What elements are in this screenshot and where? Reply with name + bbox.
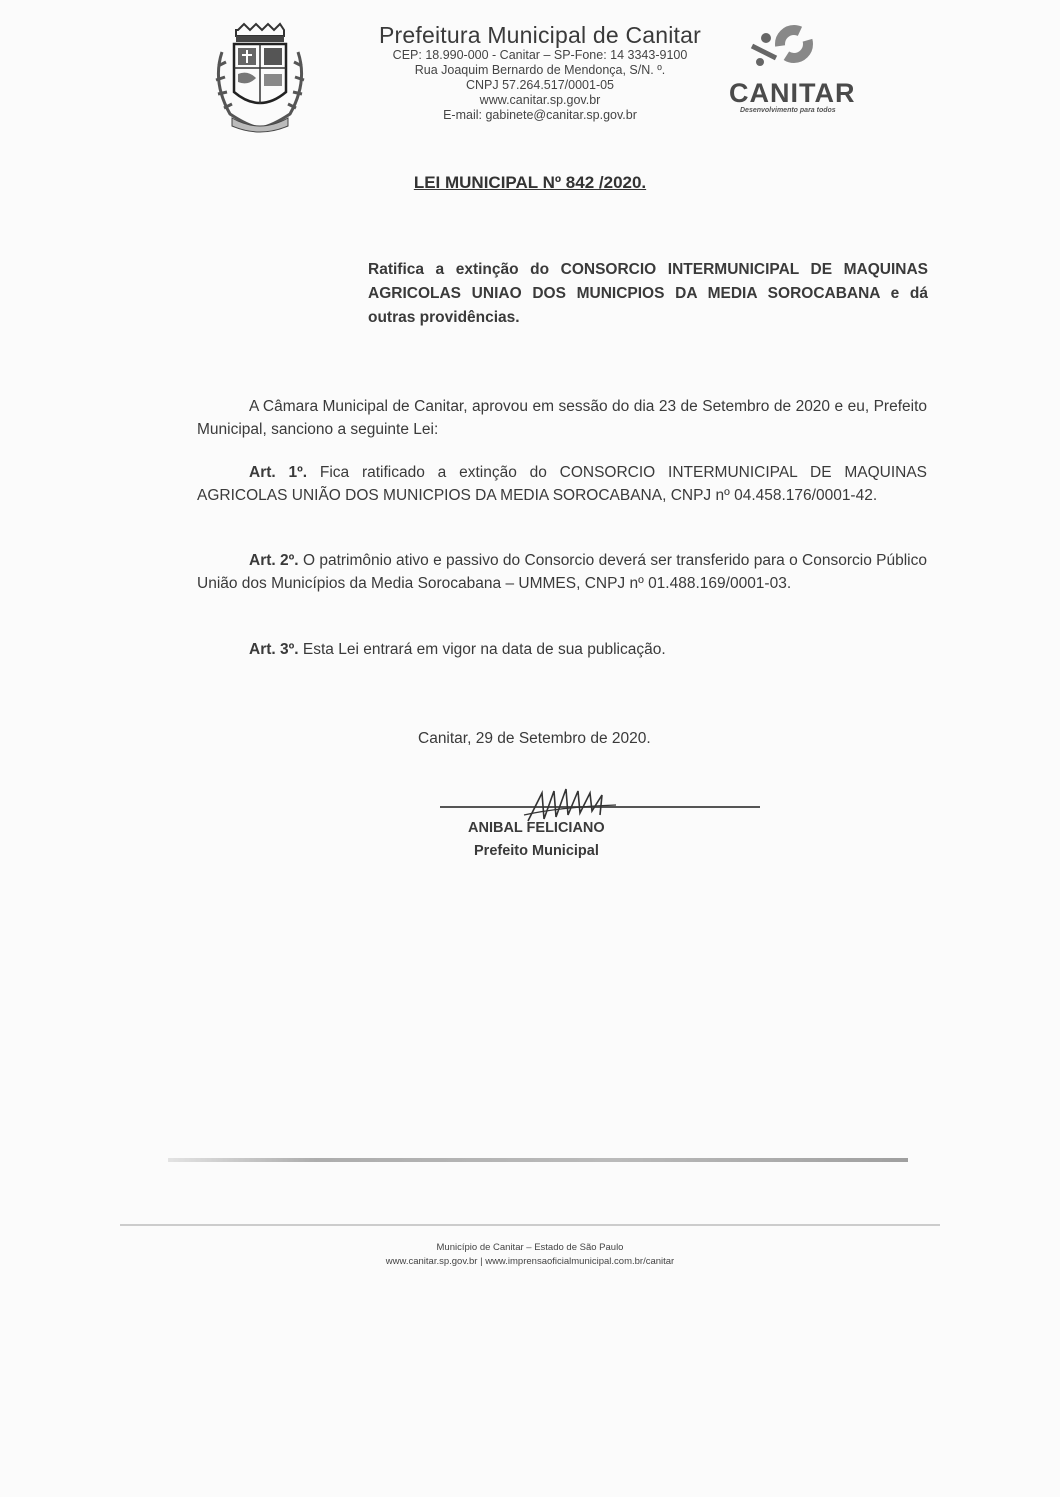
letterhead (330, 22, 750, 123)
signer-role: Prefeito Municipal (474, 843, 599, 859)
cnpj: CNPJ 57.264.517/0001-05 (465, 78, 615, 92)
divider (168, 1158, 908, 1162)
article-text: Fica ratificado a extinção do CONSORCIO INTERMUNICIPAL DE MAQUINAS AGRICOLAS UNIÃO DOS MUNICPIOS DA MEDIA SOROCABANA, CNPJ nº 04.458.176/0001-42. (197, 464, 928, 504)
article-label: Art. 2º. (249, 552, 299, 569)
logo-wordmark: CANITAR (729, 78, 856, 108)
email: E-mail: gabinete@canitar.sp.gov.br (443, 108, 637, 122)
municipal-crest-icon (208, 22, 312, 134)
law-summary: Ratifica a extinção do CONSORCIO INTERMUNICIPAL DE MAQUINAS AGRICOLAS UNIAO DOS MUNICPIOS DA MEDIA SOROCABANA e dá outras providências. (368, 261, 928, 326)
article-3 (197, 638, 927, 661)
article-2 (197, 549, 927, 595)
signer-name: ANIBAL FELICIANO (468, 820, 605, 836)
article-text: O patrimônio ativo e passivo do Consorcio deverá ser transferido para o Consorcio Público União dos Municípios da Media Sorocabana – UMMES, CNPJ nº 01.488.169/0001-03. (197, 552, 927, 592)
footer (0, 1241, 1060, 1269)
divider (120, 1224, 940, 1226)
org-name: Prefeitura Municipal de Canitar (379, 22, 701, 48)
footer-municipality: Município de Canitar – Estado de São Paulo (436, 1242, 624, 1253)
article-text: Esta Lei entrará em vigor na data de sua publicação. (298, 641, 666, 658)
article-label: Art. 3º. (249, 641, 299, 658)
article-label: Art. 1º. (249, 464, 308, 481)
website: www.canitar.sp.gov.br (479, 93, 601, 107)
law-title: LEI MUNICIPAL Nº 842 /2020. (413, 173, 647, 192)
footer-links: www.canitar.sp.gov.br | www.imprensaoficialmunicipal.com.br/canitar (385, 1256, 675, 1267)
preamble: A Câmara Municipal de Canitar, aprovou em sessão do dia 23 de Setembro de 2020 e eu, Prefeito Municipal, sanciono a seguinte Lei: (197, 398, 927, 438)
article-1 (197, 461, 927, 507)
address-street: Rua Joaquim Bernardo de Mendonça, S/N. º. (414, 63, 666, 77)
date-line: Canitar, 29 de Setembro de 2020. (418, 730, 651, 747)
logo-tagline: Desenvolvimento para todos (740, 107, 836, 114)
address-cep: CEP: 18.990-000 - Canitar – SP-Fone: 14 3343-9100 (392, 48, 688, 62)
canitar-logo-icon (724, 22, 889, 132)
